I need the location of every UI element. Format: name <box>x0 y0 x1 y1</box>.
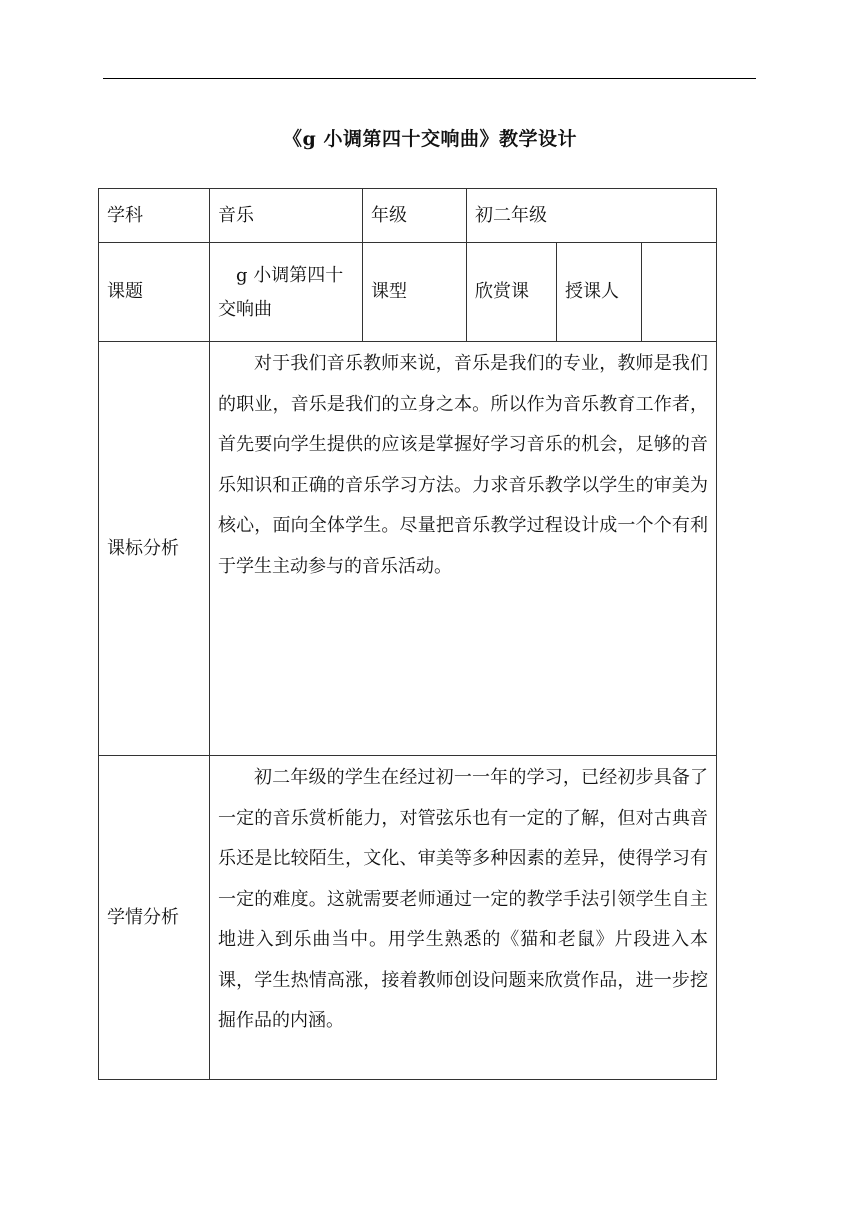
type-value: 欣赏课 <box>467 243 557 342</box>
curriculum-analysis-cell <box>210 342 717 756</box>
document-title: 《g 小调第四十交响曲》教学设计 <box>283 128 577 150</box>
topic-value-line1: g 小调第四十 <box>236 265 344 286</box>
topic-label: 课题 <box>99 243 210 342</box>
grade-label: 年级 <box>363 189 467 243</box>
table-row <box>99 189 717 243</box>
student-analysis-text: 初二年级的学生在经过初一一年的学习，已经初步具备了一定的音乐赏析能力，对管弦乐也有一定的了解，但对古典音乐还是比较陌生，文化、审美等多种因素的差异，使得学习有一定的难度。这就需要老师通过一定的教学手法引领学生自主地进入到乐曲当中。用学生熟悉的《猫和老鼠》片段进入本课，学生热情高涨，接着教师创设问题来欣赏作品，进一步挖掘作品的内涵。 <box>218 767 709 1031</box>
type-label: 课型 <box>363 243 467 342</box>
topic-value <box>210 243 363 342</box>
grade-value: 初二年级 <box>467 189 717 243</box>
curriculum-analysis-text: 对于我们音乐教师来说，音乐是我们的专业，教师是我们的职业，音乐是我们的立身之本。所以作为音乐教育工作者，首先要向学生提供的应该是掌握好学习音乐的机会，足够的音乐知识和正确的音乐学习方法。力求音乐教学以学生的审美为核心，面向全体学生。尽量把音乐教学过程设计成一个个有利于学生主动参与的音乐活动。 <box>218 353 709 577</box>
student-analysis-cell <box>210 756 717 1080</box>
teacher-label: 授课人 <box>557 243 642 342</box>
lesson-plan-table <box>98 188 717 1080</box>
table-row <box>99 756 717 1080</box>
student-analysis-label: 学情分析 <box>99 756 210 1080</box>
header-rule <box>103 78 756 79</box>
subject-value: 音乐 <box>210 189 363 243</box>
topic-value-line2: 交响曲 <box>218 299 272 320</box>
table-row <box>99 243 717 342</box>
subject-label: 学科 <box>99 189 210 243</box>
table-row <box>99 342 717 756</box>
teacher-value <box>642 243 717 342</box>
curriculum-analysis-label: 课标分析 <box>99 342 210 756</box>
